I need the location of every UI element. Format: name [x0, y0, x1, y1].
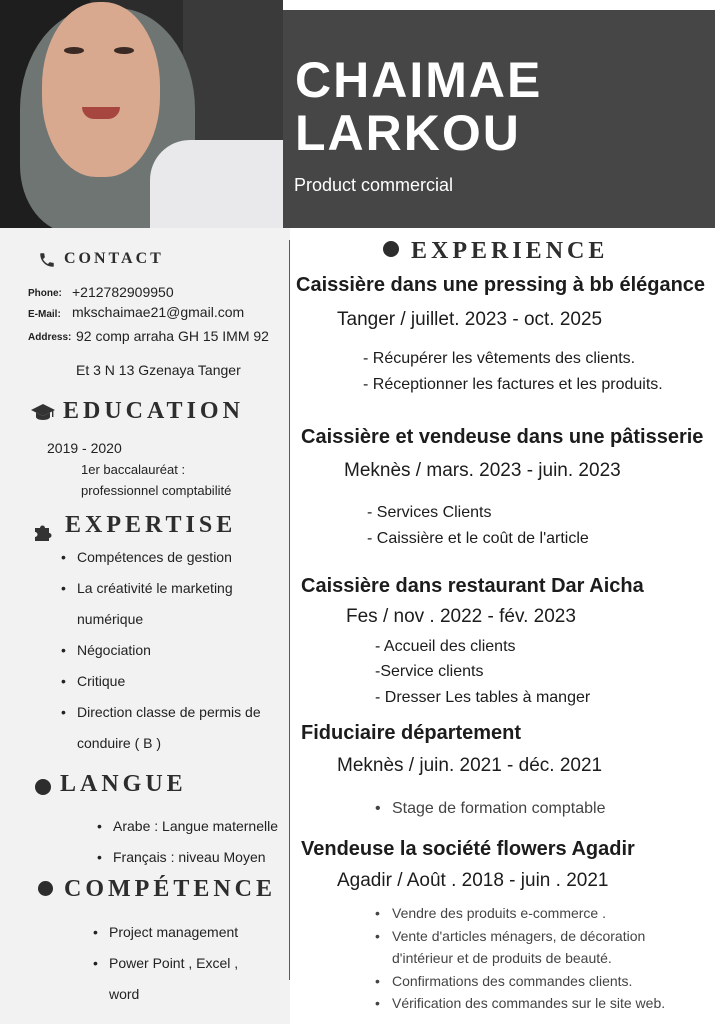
job-detail: -Service clients — [375, 663, 484, 680]
job-detail: - Services Clients — [367, 504, 492, 521]
job-place-date: Tanger / juillet. 2023 - oct. 2025 — [337, 309, 603, 330]
last-name: LARKOU — [295, 105, 521, 161]
expertise-title: EXPERTISE — [65, 512, 237, 538]
address-line2: Et 3 N 13 Gzenaya Tanger — [76, 362, 241, 378]
job-subtitle: Product commercial — [294, 175, 454, 195]
job-title: Caissière dans une pressing à bb élégance — [296, 274, 706, 296]
list-item: conduire ( B ) — [77, 735, 162, 751]
contact-title: CONTACT — [64, 250, 164, 267]
list-item: • Confirmations des commandes clients. — [392, 970, 665, 993]
email-address: mkschaimae21@gmail.com — [72, 304, 245, 320]
education-title: EDUCATION — [63, 398, 244, 424]
job-detail-list — [392, 798, 605, 821]
list-item: • Vente d'articles ménagers, de décoration — [392, 925, 665, 948]
job-detail: - Accueil des clients — [375, 638, 516, 655]
job-title: Caissière dans restaurant Dar Aicha — [301, 575, 644, 597]
job-detail: - Dresser Les tables à manger — [375, 689, 591, 706]
list-item: • Direction classe de permis de — [77, 704, 261, 735]
job-title: Caissière et vendeuse dans une pâtisserie — [301, 426, 704, 448]
puzzle-icon — [33, 524, 53, 542]
job-detail: - Caissière et le coût de l'article — [367, 530, 589, 547]
job-title: Fiduciaire département — [301, 722, 522, 744]
competence-title: COMPÉTENCE — [64, 876, 277, 902]
competence-list — [109, 924, 238, 1017]
list-item: • Power Point , Excel , — [109, 955, 238, 986]
education-degree: 1er baccalauréat : — [81, 462, 186, 477]
list-item: • Vérification des commandes sur le site web. — [392, 992, 665, 1015]
expertise-list — [77, 549, 261, 766]
profile-photo — [0, 0, 283, 228]
education-field: professionnel comptabilité — [81, 483, 232, 498]
job-detail: - Récupérer les vêtements des clients. — [363, 350, 636, 367]
address-line1: 92 comp arraha GH 15 IMM 92 — [76, 328, 269, 344]
filled-circle-icon — [35, 779, 51, 795]
email-label: E-Mail: — [28, 309, 61, 320]
job-detail-list — [392, 902, 665, 1015]
list-item: • Project management — [109, 924, 238, 955]
job-title: Vendeuse la société flowers Agadir — [301, 838, 635, 860]
address-label: Address: — [28, 332, 72, 343]
job-place-date: Meknès / juin. 2021 - déc. 2021 — [337, 755, 603, 776]
name-banner — [283, 10, 715, 228]
list-item: • Français : niveau Moyen — [113, 849, 278, 880]
phone-label: Phone: — [28, 288, 62, 299]
job-detail: - Réceptionner les factures et les produits. — [363, 376, 663, 393]
filled-circle-icon — [383, 241, 399, 257]
full-name — [295, 54, 542, 160]
list-item: • Stage de formation comptable — [392, 798, 605, 821]
list-item: numérique — [77, 611, 144, 627]
list-item: word — [109, 986, 140, 1002]
langue-title: LANGUE — [60, 771, 187, 797]
langue-list — [113, 818, 278, 880]
list-item: • Vendre des produits e-commerce . — [392, 902, 665, 925]
filled-circle-icon — [38, 881, 53, 896]
education-years: 2019 - 2020 — [47, 440, 122, 456]
phone-icon — [38, 251, 56, 269]
column-divider — [289, 240, 290, 980]
list-item: d'intérieur et de produits de beauté. — [392, 950, 612, 966]
first-name: CHAIMAE — [295, 52, 543, 108]
list-item: • La créativité le marketing — [77, 580, 261, 611]
phone-number: +212782909950 — [72, 284, 174, 300]
job-place-date: Fes / nov . 2022 - fév. 2023 — [346, 606, 576, 627]
list-item: • Critique — [77, 673, 261, 704]
job-place-date: Agadir / Août . 2018 - juin . 2021 — [337, 870, 609, 891]
list-item: • Négociation — [77, 642, 261, 673]
experience-title: EXPERIENCE — [411, 238, 609, 264]
job-place-date: Meknès / mars. 2023 - juin. 2023 — [344, 460, 621, 481]
list-item: • Compétences de gestion — [77, 549, 261, 580]
list-item: • Arabe : Langue maternelle — [113, 818, 278, 849]
graduation-cap-icon — [30, 402, 56, 422]
